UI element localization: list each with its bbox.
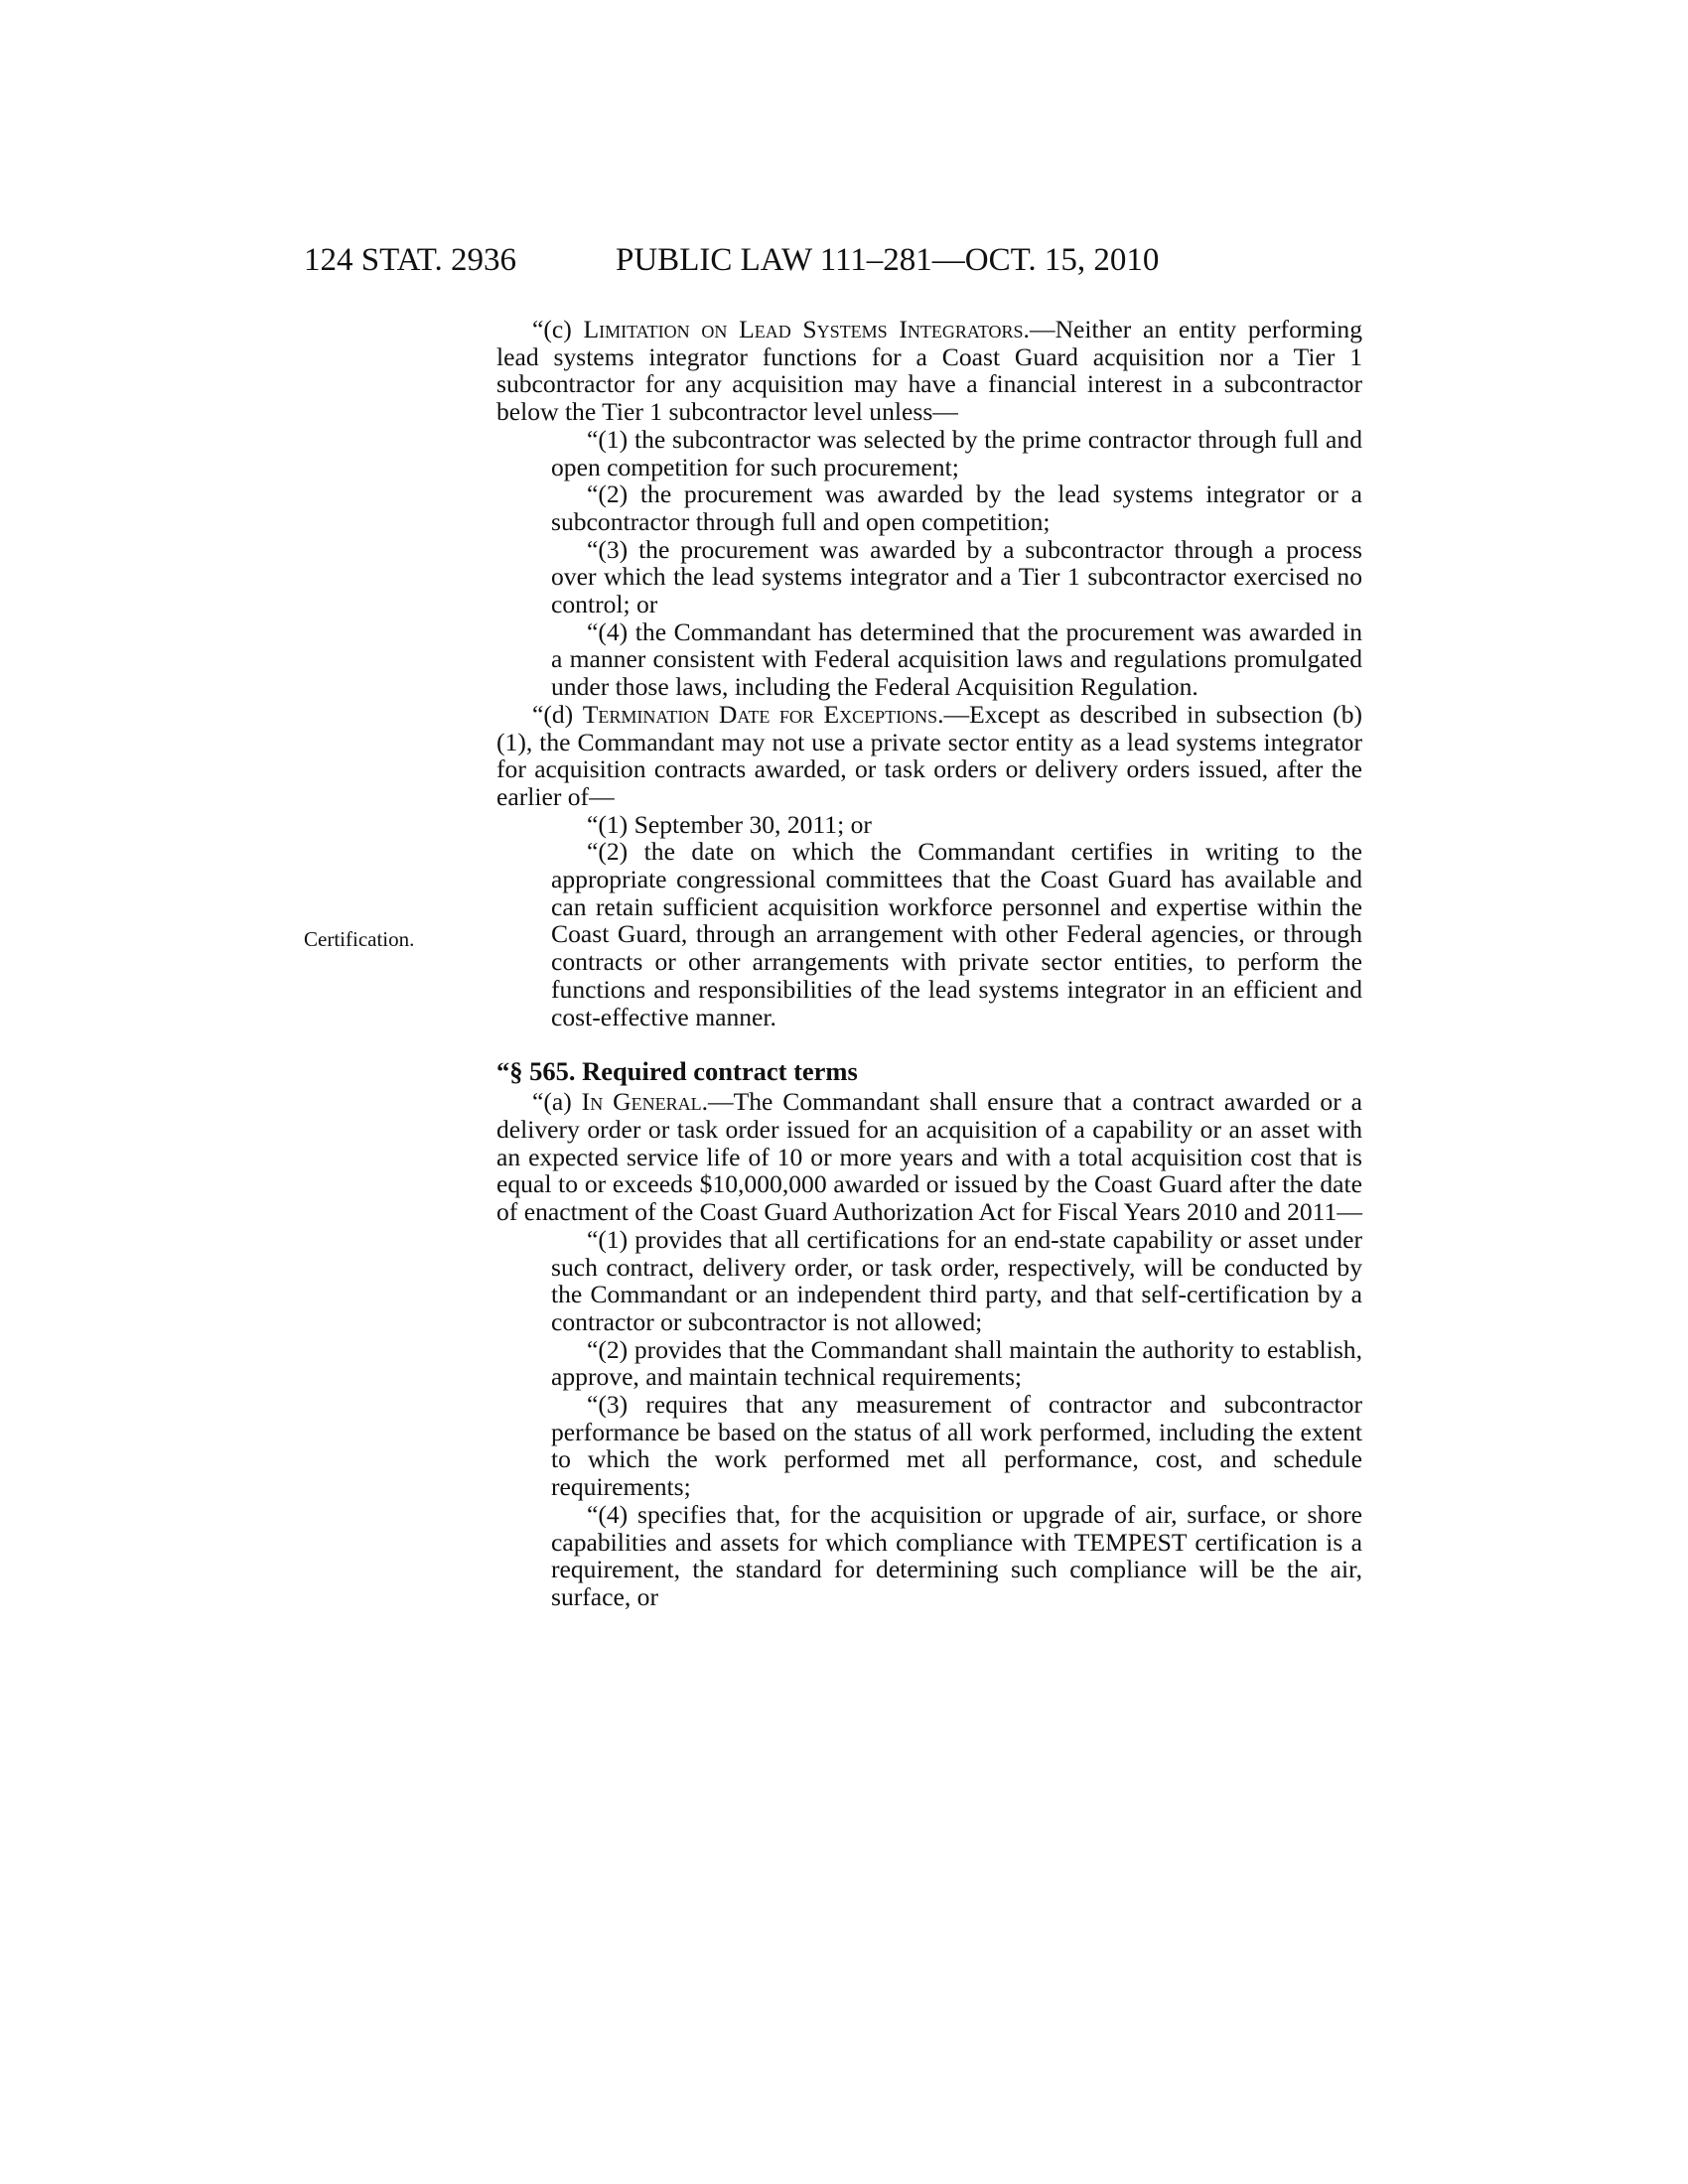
subsection-d-item: “(1) September 30, 2011; or <box>587 809 872 839</box>
subsection-c-heading: Limitation on Lead Systems Integrators. <box>583 315 1030 343</box>
subsection-c-item: “(4) the Commandant has determined that the procurement was awarded in a manner consistent with Federal acquisition laws and regulations promulgated under those laws, including the Federal Acquisition Regulation. <box>551 616 1362 702</box>
subsection-c: “(c) Limitation on Lead Systems Integrators.—Neither an entity performing lead systems integrator functions for a Coast Guard acquisition nor a Tier 1 subcontractor for any acquisition may have a financial interest in a subcontractor below the Tier 1 subcontractor level unless— <box>496 315 1362 427</box>
subsection-c-item: “(3) the procurement was awarded by a subcontractor through a process over which the lead systems integrator and a Tier 1 subcontractor exercised no control; or <box>551 534 1362 619</box>
subsection-d-heading: Termination Date for Exceptions. <box>582 699 944 729</box>
subsection-c-item: “(1) the subcontractor was selected by the prime contractor through full and open competition for such procurement; <box>551 424 1362 481</box>
public-law-title: PUBLIC LAW 111–281—OCT. 15, 2010 <box>616 242 1160 278</box>
subsection-a-heading: In General. <box>581 1087 708 1117</box>
statute-reference: 124 STAT. 2936 <box>304 242 517 278</box>
subsection-d: “(d) Termination Date for Exceptions.—Except as described in subsection (b)(1), the Commandant may not use a private sector entity as a lead systems integrator for acquisition contracts awarded, or task orders or delivery orders issued, after the earlier of— <box>496 699 1363 811</box>
section-565-item: “(4) specifies that, for the acquisition or upgrade of air, surface, or shore capabilities and assets for which compliance with TEMPEST certification is a requirement, the standard for determining such compliance will be the air, surface, or <box>551 1499 1362 1611</box>
document-body <box>496 316 1362 1611</box>
margin-note-certification: Certification. <box>304 927 415 951</box>
section-565-item: “(2) provides that the Commandant shall maintain the authority to establish, approve, and maintain technical requirements; <box>551 1334 1362 1392</box>
section-565-heading: “§ 565. Required contract terms <box>496 1056 858 1087</box>
section-565-item: “(1) provides that all certifications for an end-state capability or asset under such contract, delivery order, or task order, respectively, will be conducted by the Commandant or an independent third party, and that self-certification by a contractor or subcontractor is not allowed; <box>551 1224 1362 1336</box>
subsection-d-item: “(2) the date on which the Commandant certifies in writing to the appropriate congressional committees that the Coast Guard has available and can retain sufficient acquisition workforce personnel and expertise within the Coast Guard, through an arrangement with other Federal agencies, or through contracts or other arrangements with private sector entities, to perform the functions and responsibilities of the lead systems integrator in an efficient and cost-effective manner. <box>551 837 1362 1031</box>
section-565-item: “(3) requires that any measurement of contractor and subcontractor performance be based on the status of all work performed, including the extent to which the work performed met all performance, cost, and schedule requirements; <box>551 1390 1362 1502</box>
subsection-c-item: “(2) the procurement was awarded by the lead systems integrator or a subcontractor through full and open competition; <box>551 479 1362 536</box>
page-header <box>0 242 1688 286</box>
section-565-subsection-a: “(a) In General.—The Commandant shall ensure that a contract awarded or a delivery order or task order issued for an acquisition of a capability or an asset with an expected service life of 10 or more years and with a total acquisition cost that is equal to or exceeds $10,000,000 awarded or issued by the Coast Guard after the date of enactment of the Coast Guard Authorization Act for Fiscal Years 2010 and 2011— <box>496 1087 1362 1227</box>
